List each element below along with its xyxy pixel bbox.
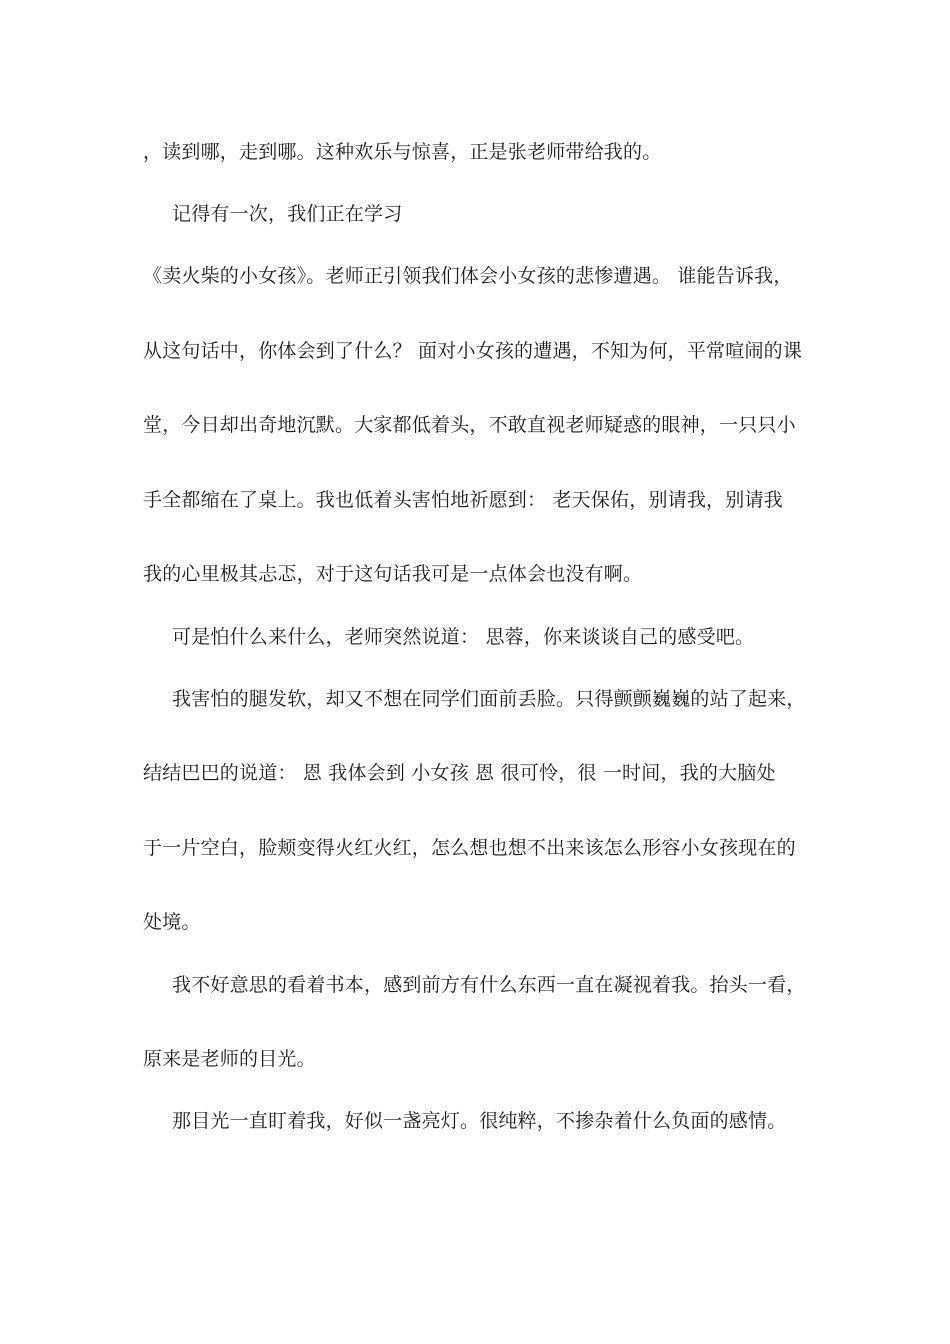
text-line: 《卖火柴的小女孩》。老师正引领我们体会小女孩的悲惨遭遇。 谁能告诉我， — [143, 265, 793, 287]
text-line: 我的心里极其忐忑，对于这句话我可是一点体会也没有啊。 — [143, 563, 643, 585]
paragraph-line: 我不好意思的看着书本，感到前方有什么东西一直在凝视着我。抬头一看， — [172, 974, 806, 996]
paragraph-line: 可是怕什么来什么，老师突然说道： 思蓉，你来谈谈自己的感受吧。 — [172, 626, 755, 648]
text-line: 结结巴巴的说道： 恩 我体会到 小女孩 恩 很可怜，很 一时间，我的大脑处 — [143, 762, 776, 784]
text-line: 手全都缩在了桌上。我也低着头害怕地祈愿到： 老天保佑，别请我，别请我 — [143, 489, 783, 511]
text-line: 处境。 — [143, 911, 201, 933]
paragraph-line: 我害怕的腿发软，却又不想在同学们面前丢脸。只得颤颤巍巍的站了起来， — [172, 688, 806, 710]
text-line: 于一片空白，脸颊变得火红火红，怎么想也想不出来该怎么形容小女孩现在的 — [143, 837, 796, 859]
paragraph-line: 记得有一次，我们正在学习 — [172, 203, 403, 225]
text-line: 堂，今日却出奇地沉默。大家都低着头，不敢直视老师疑惑的眼神，一只只小 — [143, 414, 796, 436]
paragraph-line: 那目光一直盯着我，好似一盏亮灯。很纯粹，不掺杂着什么负面的感情。 — [172, 1110, 787, 1132]
text-line: 原来是老师的目光。 — [143, 1048, 316, 1070]
text-line: 从这句话中，你体会到了什么？ 面对小女孩的遭遇，不知为何，平常喧闹的课 — [143, 340, 803, 362]
text-line: ，读到哪，走到哪。这种欢乐与惊喜，正是张老师带给我的。 — [143, 141, 662, 163]
